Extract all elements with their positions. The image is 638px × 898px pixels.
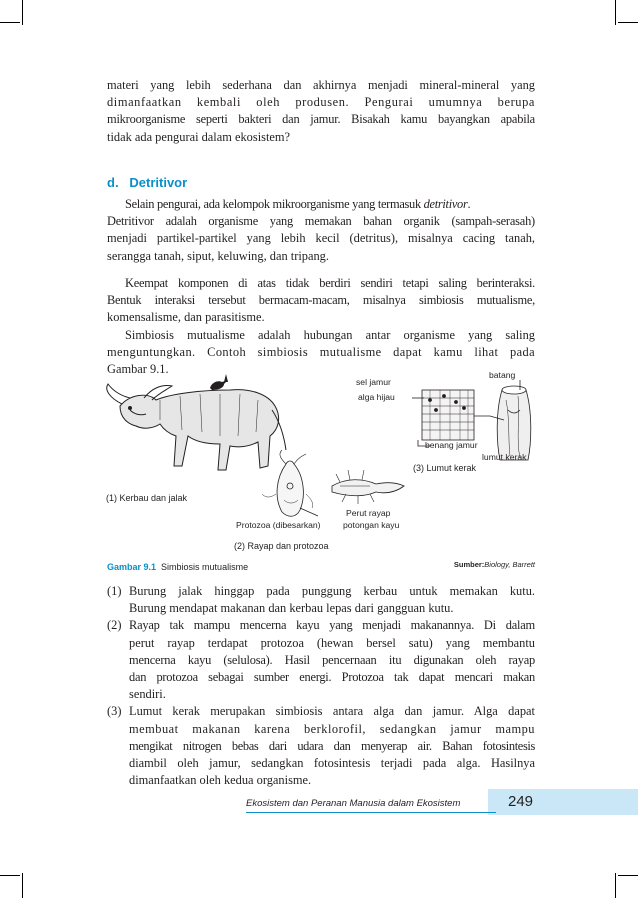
source-text: Biology, Barrett (484, 560, 535, 569)
crop-mark (618, 22, 638, 23)
text-line: mengikat nitrogen bebas dari udara dan menyerap air. Bahan fotosintesis (129, 738, 535, 753)
myna-bird-illustration (210, 374, 228, 390)
label-sel-jamur: sel jamur (356, 377, 391, 387)
label-kerbau-title: (1) Kerbau dan jalak (106, 493, 188, 503)
page-number: 249 (508, 793, 534, 810)
text-line: dimanfaatkan kembali oleh produsen. Pengurai umumnya berupa (107, 95, 535, 110)
crop-mark (22, 873, 23, 898)
text-line: membuat makanan karena berklorofil, sedangkan jamur mampu (129, 721, 535, 736)
list-item: (2) Rayap tak mampu mencerna kayu yang menjadi makanannya. Di dalam perut rayap terdapat protozoa (hewan bersel satu) yang membantu mencerna kayu (selulosa). Hasil pencernaan itu digunakan oleh rayap dan protozoa sebagai sumber energi. Protozoa tak dapat mencari makan sendiri. (107, 617, 535, 703)
text-line: dimanfaatkan oleh kedua organisme. (129, 773, 312, 788)
caption-text: Simbiosis mutualisme (161, 562, 249, 572)
crop-mark (0, 875, 20, 876)
crop-mark (22, 0, 23, 25)
text-line: Burung jalak hinggap pada punggung kerbau untuk memakan kutu. (129, 584, 535, 598)
text-line: Detritivor adalah organisme yang memakan bahan organik (sampah-serasah) (107, 214, 535, 229)
text-line: perut rayap terdapat protozoa (hewan bersel satu) yang membantu (129, 635, 535, 650)
crop-mark (615, 873, 616, 898)
text-line: diambil oleh jamur, sedangkan fotosintesis terjadi pada alga. Hasilnya (129, 756, 535, 771)
label-protozoa: Protozoa (dibesarkan) (236, 520, 321, 530)
text-line: Simbiosis mutualisme adalah hubungan antar organisme yang saling (125, 328, 535, 342)
text-line: Selain pengurai, ada kelompok mikroorganisme yang termasuk detritivor. (125, 197, 471, 211)
label-rayap-title: (2) Rayap dan protozoa (234, 541, 329, 551)
text-line: menjadi partikel-partikel yang lebih kecil (detritus), misalnya cacing tanah, (107, 231, 535, 246)
text-line: dan protozoa sebagai sumber energi. Protozoa tak dapat mencari makan (129, 670, 535, 685)
text-line: Gambar 9.1. (107, 362, 169, 377)
interaction-paragraph (107, 275, 535, 327)
text-line: komensalisme, dan parasitisme. (107, 310, 265, 325)
intro-paragraph (107, 77, 535, 146)
label-alga-hijau: alga hijau (358, 392, 395, 402)
crop-mark (618, 875, 638, 876)
text-line: mikroorganisme seperti bakteri dan jamur. Bisakah kamu bayangkan apabila (107, 112, 535, 127)
text-line: tidak ada pengurai dalam ekosistem? (107, 129, 291, 144)
label-batang: batang (489, 370, 516, 380)
crop-mark (0, 22, 20, 23)
list-item: (3) Lumut kerak merupakan simbiosis antara alga dan jamur. Alga dapat membuat makanan karena berklorofil, sedangkan jamur mampu mengikat nitrogen bebas dari udara dan menyerap air. Bahan fotosintesis diambil oleh jamur, sedangkan fotosintesis terjadi pada alga. Hasilnya dimanfaatkan oleh kedua organisme. (107, 703, 535, 789)
text-line: Keempat komponen di atas tidak berdiri sendiri tetapi saling berinteraksi. (125, 276, 535, 290)
text-line: sendiri. (129, 687, 166, 702)
protozoa-illustration (262, 450, 318, 516)
text-line: menguntungkan. Contoh simbiosis mutualisme dapat kamu lihat pada (107, 345, 535, 360)
crop-mark (615, 0, 616, 25)
caption-label: Gambar 9.1 (107, 562, 157, 572)
figure-caption (107, 562, 248, 572)
text-line: mencerna kayu (selulosa). Hasil pencernaan itu digunakan oleh rayap (129, 652, 535, 667)
source-label: Sumber: (453, 560, 485, 569)
footer-rule (246, 812, 496, 813)
figure-source (454, 560, 535, 569)
footer-title: Ekosistem dan Peranan Manusia dalam Ekosistem (246, 798, 461, 809)
explanation-list (107, 583, 535, 789)
list-item: (1) Burung jalak hinggap pada punggung kerbau untuk memakan kutu. Burung mendapat makanan dan kerbau lepas dari gangguan kutu. (107, 583, 535, 617)
text-line: Rayap tak mampu mencerna kayu yang menjadi makanannya. Di dalam (129, 618, 535, 633)
text-line: Burung mendapat makanan dan kerbau lepas dari gangguan kutu. (129, 601, 454, 616)
label-lumut-kerak: lumut kerak (482, 452, 527, 462)
text-line: materi yang lebih sederhana dan akhirnya menjadi mineral-mineral yang (107, 78, 535, 92)
label-lumut-kerak-title: (3) Lumut kerak (413, 463, 477, 473)
detritivor-paragraph (107, 196, 535, 265)
termite-illustration (332, 470, 404, 504)
buffalo-illustration (107, 384, 286, 470)
label-potongan-kayu: potongan kayu (343, 520, 400, 530)
text-line: Lumut kerak merupakan simbiosis antara alga dan jamur. Alga dapat (129, 704, 535, 719)
section-heading: d. Detritivor (107, 175, 188, 190)
text-line: Bentuk interaksi tersebut bermacam-macam, misalnya simbiosis mutualisme, (107, 293, 535, 308)
label-perut-rayap: Perut rayap (346, 508, 391, 518)
label-benang-jamur: benang jamur (425, 440, 478, 450)
text-line: serangga tanah, siput, keluwing, dan tripang. (107, 248, 329, 263)
